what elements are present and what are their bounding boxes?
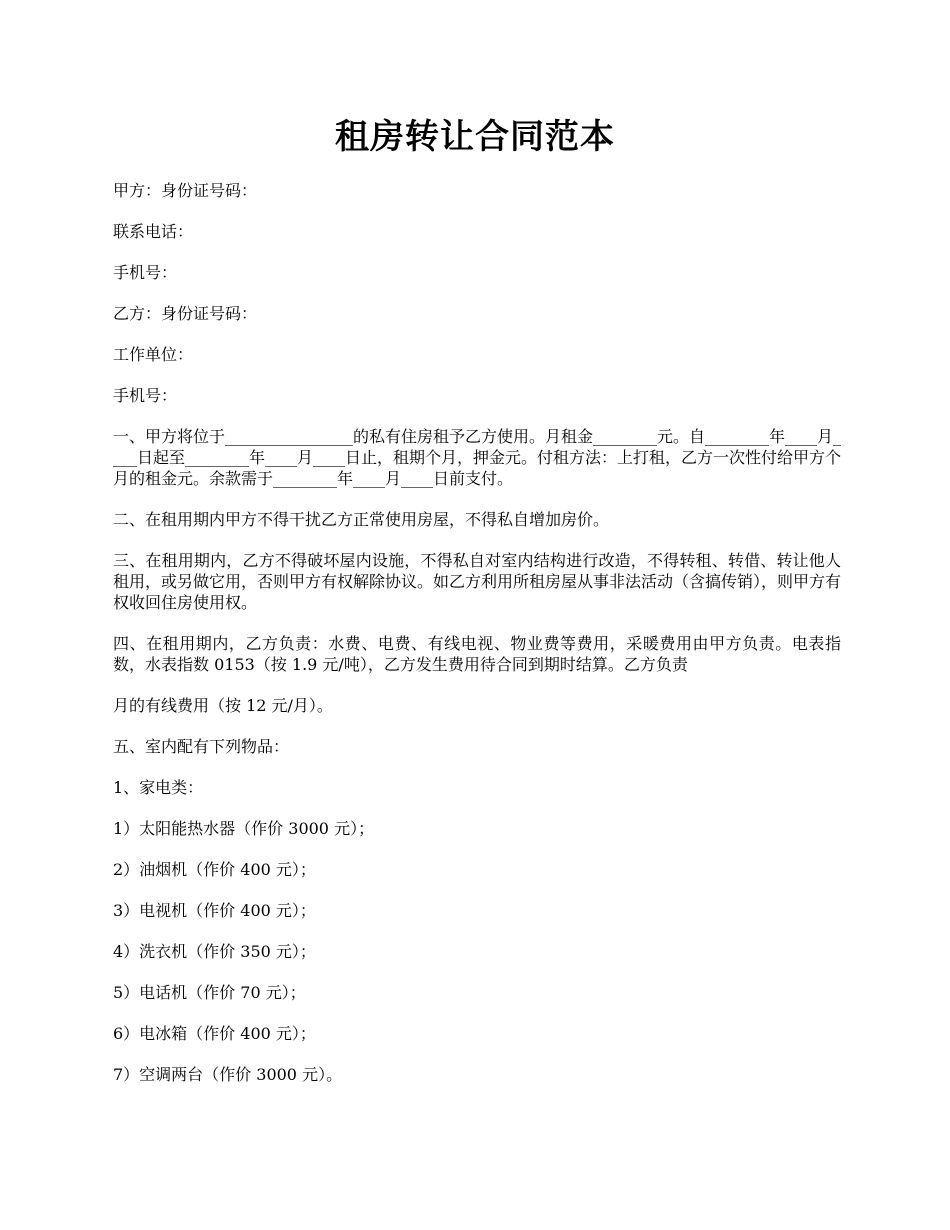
party-a-id-line: 甲方：身份证号码： <box>113 181 258 200</box>
item-category-appliances: 1、家电类： <box>113 778 204 797</box>
list-item: 1）太阳能热水器（作价 3000 元）； <box>113 819 375 838</box>
list-item: 5）电话机（作价 70 元）； <box>113 983 306 1002</box>
party-b-mobile-line: 手机号： <box>113 386 178 405</box>
party-b-id-line: 乙方：身份证号码： <box>113 304 258 323</box>
list-item: 2）油烟机（作价 400 元）； <box>113 860 316 879</box>
clause-1: 一、甲方将位于________________的私有住房租予乙方使用。月租金________元。自________年____月____日起至________年____月____日止，租期个月，押金元。付租方法：上打租，乙方一次性付给甲方个月的租金元。余款需于________年____月____日前支付。 <box>113 427 842 488</box>
party-a-mobile-line: 手机号： <box>113 263 178 282</box>
list-item: 3）电视机（作价 400 元）； <box>113 901 316 920</box>
clause-4-continued: 月的有线费用（按 12 元/月）。 <box>113 696 333 715</box>
document-body <box>113 180 841 1105</box>
clause-2: 二、在租用期内甲方不得干扰乙方正常使用房屋，不得私自增加房价。 <box>113 510 610 529</box>
list-item: 7）空调两台（作价 3000 元）。 <box>113 1065 343 1084</box>
party-a-phone-line: 联系电话： <box>113 222 194 241</box>
clause-3: 三、在租用期内，乙方不得破坏屋内设施，不得私自对室内结构进行改造，不得转租、转借、转让他人租用，或另做它用，否则甲方有权解除协议。如乙方利用所租房屋从事非法活动（含搞传销），则甲方有权收回住房使用权。 <box>113 551 842 612</box>
document-title: 租房转让合同范本 <box>335 117 615 157</box>
clause-4: 四、在租用期内，乙方负责：水费、电费、有线电视、物业费等费用，采暖费用由甲方负责。电表指数，水表指数 0153（按 1.9 元/吨），乙方发生费用待合同到期时结算。乙方负责 <box>113 634 841 674</box>
party-b-employer-line: 工作单位： <box>113 345 194 364</box>
list-item: 6）电冰箱（作价 400 元）； <box>113 1024 316 1043</box>
list-item: 4）洗衣机（作价 350 元）； <box>113 942 316 961</box>
clause-5: 五、室内配有下列物品： <box>113 737 290 756</box>
